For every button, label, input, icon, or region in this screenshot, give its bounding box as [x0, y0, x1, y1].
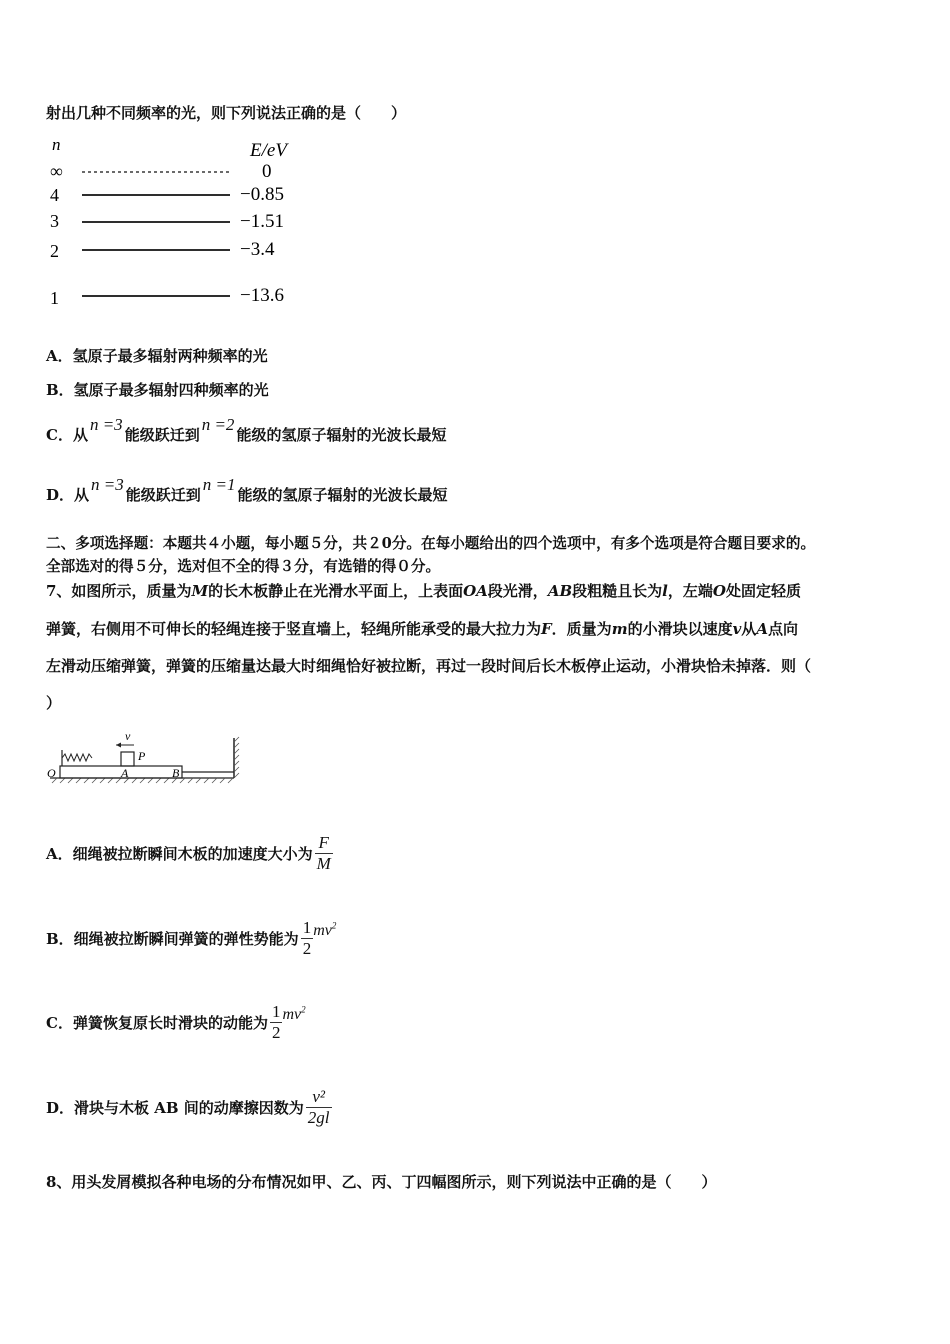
- frac-half-b: $\frac{1}{2}$: [302, 918, 312, 958]
- q6-c-mid: 能级跃迁到: [124, 426, 200, 444]
- spring: [62, 754, 92, 761]
- q7-option-b: B．细绳被拉断瞬间弹簧的弹性势能为 $\frac{1}{2}$ $mv^2$: [46, 918, 337, 958]
- q6-c-n2: n =2: [201, 415, 235, 434]
- q7-line4: ）: [46, 694, 62, 712]
- level-n-label: 1: [50, 288, 59, 308]
- q6-stem: 射出几种不同频率的光，则下列说法正确的是（ ）: [46, 104, 407, 122]
- q6-c-n1: n =3: [89, 415, 123, 434]
- level-n-label: 2: [50, 241, 59, 261]
- q6-option-a: A．氢原子最多辐射两种频率的光: [46, 347, 268, 365]
- q6-d-n1: n =3: [91, 475, 124, 494]
- section2-line2: 全部选对的得５分，选对但不全的得３分，有选错的得０分。: [46, 558, 441, 575]
- level-energy-label: −13.6: [240, 285, 284, 306]
- level-energy-label: −0.85: [240, 184, 284, 205]
- level-energy-label: 0: [262, 161, 272, 182]
- label-p: P: [138, 749, 146, 763]
- frac-half-c: $\frac{1}{2}$: [271, 1002, 281, 1042]
- label-v: v: [125, 729, 131, 743]
- level-energy-label: −1.51: [240, 211, 284, 232]
- energy-levels: [50, 161, 284, 308]
- frac-v2-over-2gl: $\frac{\text{v²}}{2gl}$: [307, 1087, 330, 1127]
- q6-option-d: [46, 475, 448, 505]
- q6-option-b: B．氢原子最多辐射四种频率的光: [46, 381, 269, 399]
- q6-d-n2: n =1: [202, 475, 236, 494]
- q6-c-pre: C．从: [46, 426, 88, 444]
- level-n-label: 4: [50, 185, 59, 205]
- q6-option-c: [46, 415, 447, 445]
- section2-line1: 二、多项选择题：本题共４小题，每小题５分，共２0分。在每小题给出的四个选项中，有多个选项是符合题目要求的。: [46, 535, 816, 552]
- frac-f-over-m: $\frac{F}{M}$: [316, 833, 331, 873]
- energy-level-diagram: [40, 132, 310, 312]
- label-b: B: [172, 766, 180, 780]
- q7-line1: 7、如图所示，质量为M的长木板静止在光滑水平面上，上表面OA段光滑，AB段粗糙且长为l，左端O处固定轻质: [46, 582, 801, 600]
- n-axis-label: n: [52, 135, 61, 154]
- velocity-arrowhead: [116, 743, 121, 748]
- q7-option-c: C．弹簧恢复原长时滑块的动能为 $\frac{1}{2}$ $mv^2$: [46, 1002, 306, 1042]
- level-energy-label: −3.4: [240, 239, 275, 260]
- q6-c-post: 能级的氢原子辐射的光波长最短: [236, 426, 447, 444]
- level-n-label: ∞: [50, 161, 63, 181]
- q7-option-a: A．细绳被拉断瞬间木板的加速度大小为 $\frac{F}{M}$: [46, 833, 331, 873]
- q6-d-pre: D．从: [46, 486, 90, 504]
- q7-line3: 左滑动压缩弹簧，弹簧的压缩量达最大时细绳恰好被拉断，再过一段时间后长木板停止运动，小滑块恰未掉落．则（: [46, 657, 812, 675]
- q7-option-d: D．滑块与木板 AB 间的动摩擦因数为 $\frac{\text{v²}}{2gl}$: [46, 1087, 330, 1127]
- label-o: O: [47, 766, 56, 780]
- q8-stem: 8、用头发屑模拟各种电场的分布情况如甲、乙、丙、丁四幅图所示，则下列说法中正确的是（ ）: [46, 1173, 717, 1191]
- e-axis-label: E/eV: [250, 140, 287, 161]
- q6-d-mid: 能级跃迁到: [125, 486, 201, 504]
- spring-board-figure: [44, 728, 244, 794]
- q6-d-post: 能级的氢原子辐射的光波长最短: [237, 486, 448, 504]
- level-n-label: 3: [50, 211, 59, 231]
- block-p: [121, 752, 134, 766]
- label-a: A: [121, 766, 129, 780]
- q7-line2: 弹簧，右侧用不可伸长的轻绳连接于竖直墙上，轻绳所能承受的最大拉力为F．质量为m的小滑块以速度v从A点向: [46, 620, 798, 638]
- ground-hatch: [52, 778, 233, 783]
